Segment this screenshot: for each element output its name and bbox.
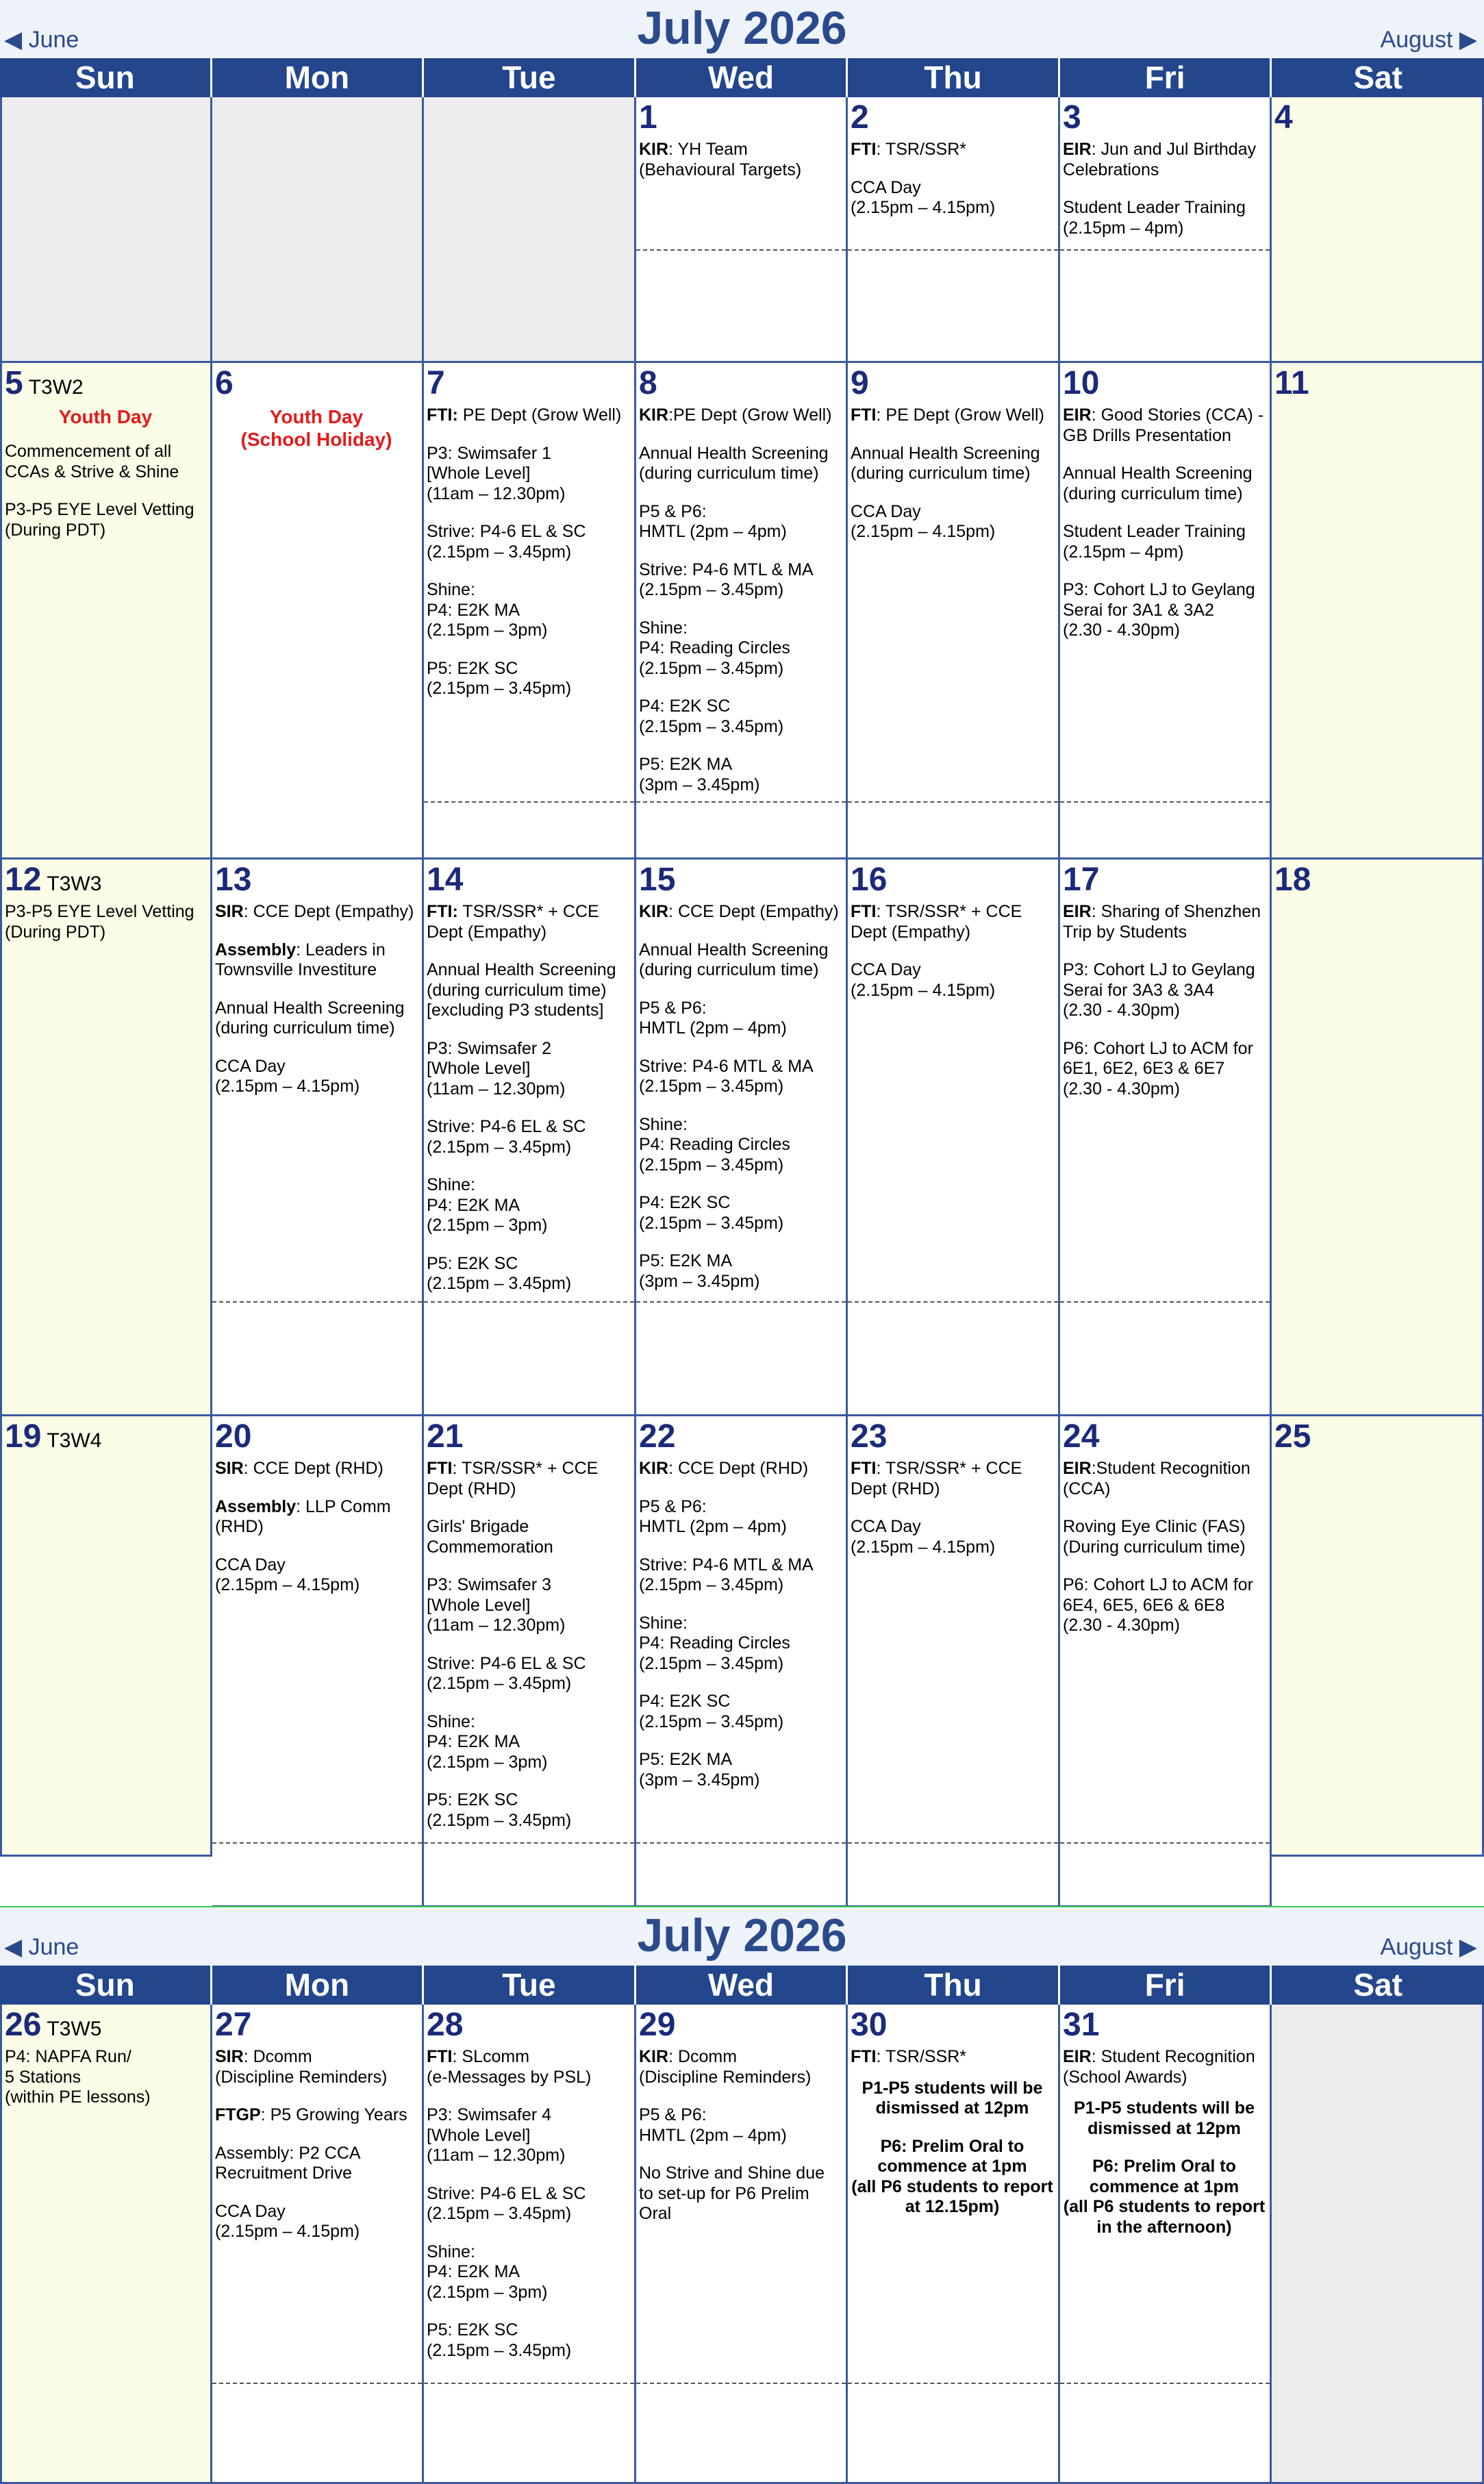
day-cell[interactable] <box>212 1416 424 1907</box>
day-number: 2 <box>851 99 869 136</box>
dismissal-notice: P1-P5 students will be dismissed at 12pm <box>1074 2098 1255 2138</box>
event: FTI: TSR/SSR* + CCE Dept (RHD) <box>427 1459 599 1498</box>
weekday-thu: Thu <box>848 58 1060 97</box>
event: FTGP: P5 Growing Years <box>215 2105 407 2124</box>
event: Annual Health Screening (during curriculum time) <box>639 940 829 979</box>
weekday-mon: Mon <box>212 58 425 97</box>
day-number: 6 <box>215 365 234 401</box>
holiday-label: Youth Day <box>58 406 153 427</box>
divider <box>1060 1842 1270 1844</box>
event: Strive: P4-6 MTL & MA (2.15pm – 3.45pm) <box>639 1555 814 1594</box>
divider <box>1060 249 1270 251</box>
event: Annual Health Screening (during curriculum time) <box>215 998 405 1038</box>
event: P3-P5 EYE Level Vetting (During PDT) <box>5 902 194 942</box>
day-events <box>851 902 1054 1018</box>
day-events <box>851 2047 1054 2235</box>
divider <box>212 1842 422 1844</box>
event: EIR:Student Recognition (CCA) <box>1063 1459 1250 1498</box>
prev-month-link[interactable]: ◀ June <box>4 27 79 53</box>
day-events <box>427 1459 630 1848</box>
event: Student Leader Training (2.15pm – 4pm) <box>1063 198 1246 238</box>
event: Strive: P4-6 EL & SC (2.15pm – 3.45pm) <box>427 522 586 562</box>
divider <box>848 1301 1058 1303</box>
weekday-wed: Wed <box>636 58 848 97</box>
day-number: 10 <box>1063 365 1100 401</box>
weekday-tue: Tue <box>424 58 636 97</box>
day-cell-sunday[interactable] <box>0 363 212 860</box>
divider <box>1060 2383 1270 2384</box>
day-cell[interactable] <box>848 97 1060 363</box>
event: P4: E2K SC (2.15pm – 3.45pm) <box>639 1692 784 1731</box>
event: Annual Health Screening (during curriculum time) <box>639 443 829 483</box>
day-number: 22 <box>639 1418 676 1455</box>
divider <box>424 1842 634 1844</box>
event: Assembly: LLP Comm (RHD) <box>215 1496 391 1536</box>
event: P5: E2K SC (2.15pm – 3.45pm) <box>427 1790 572 1830</box>
day-events <box>5 902 206 960</box>
event: SIR: CCE Dept (RHD) <box>215 1459 383 1478</box>
event: FTI: SLcomm (e-Messages by PSL) <box>427 2047 592 2087</box>
event: KIR: CCE Dept (Empathy) <box>639 902 839 921</box>
day-events <box>427 405 630 717</box>
event: FTI: TSR/SSR* + CCE Dept (Empathy) <box>851 902 1022 942</box>
event: FTI: TSR/SSR* + CCE Dept (Empathy) <box>427 902 599 942</box>
day-number: 3 <box>1063 99 1081 136</box>
day-events <box>1063 2047 1266 2255</box>
event: Shine: P4: E2K MA (2.15pm – 3pm) <box>427 580 548 640</box>
day-number: 1 <box>639 99 657 136</box>
day-number: 20 <box>215 1418 252 1455</box>
day-number: 30 <box>851 2007 888 2043</box>
day-cell[interactable] <box>848 1416 1060 1907</box>
event: Strive: P4-6 EL & SC (2.15pm – 3.45pm) <box>427 1117 586 1157</box>
day-events <box>215 1459 418 1614</box>
event: Girls' Brigade Commemoration <box>427 1517 553 1557</box>
event: CCA Day (2.15pm – 4.15pm) <box>215 1056 360 1096</box>
event: Annual Health Screening (during curriculum time) <box>1063 464 1253 503</box>
divider <box>1060 1301 1270 1303</box>
event: CCA Day (2.15pm – 4.15pm) <box>851 1517 996 1557</box>
event: CCA Day (2.15pm – 4.15pm) <box>851 177 996 217</box>
day-number: 11 <box>1274 365 1309 401</box>
day-events <box>639 140 842 198</box>
empty-cell <box>424 97 636 363</box>
event: Commencement of all CCAs & Strive & Shine <box>5 442 179 481</box>
prelim-notice: P6: Prelim Oral to commence at 1pm (all P6 students to report at 12.15pm) <box>851 2136 1053 2216</box>
day-cell[interactable] <box>424 860 636 1416</box>
day-number: 4 <box>1274 99 1293 136</box>
event: Strive: P4-6 EL & SC (2.15pm – 3.45pm) <box>427 2183 586 2223</box>
event: P3: Swimsafer 3 [Whole Level] (11am – 12.30pm) <box>427 1575 566 1635</box>
divider <box>212 2383 422 2384</box>
event: P6: Cohort LJ to ACM for 6E4, 6E5, 6E6 & 6E8 (2.30 - 4.30pm) <box>1063 1575 1253 1635</box>
prelim-notice: P6: Prelim Oral to commence at 1pm (all P6 students to report in the afternoon) <box>1063 2157 1266 2237</box>
divider <box>636 1301 846 1303</box>
event: KIR: CCE Dept (RHD) <box>639 1459 809 1478</box>
event: Shine: P4: E2K MA (2.15pm – 3pm) <box>427 2242 548 2302</box>
day-number: 5 T3W2 <box>5 365 84 401</box>
day-number: 27 <box>215 2007 252 2043</box>
day-number: 19 T3W4 <box>5 1418 102 1455</box>
event: P3: Swimsafer 1 [Whole Level] (11am – 12.30pm) <box>427 443 566 503</box>
day-cell[interactable] <box>848 860 1060 1416</box>
day-events <box>215 405 418 468</box>
term-week-label: T3W4 <box>47 1429 102 1452</box>
day-number: 7 <box>427 365 445 401</box>
day-cell-saturday[interactable] <box>1272 1416 1484 1857</box>
event: KIR:PE Dept (Grow Well) <box>639 405 832 425</box>
divider <box>1060 801 1270 803</box>
day-cell[interactable] <box>424 2005 636 2484</box>
day-events <box>215 902 418 1115</box>
event: CCA Day (2.15pm – 4.15pm) <box>215 1555 360 1594</box>
day-number: 21 <box>427 1418 464 1455</box>
event: P3-P5 EYE Level Vetting (During PDT) <box>5 500 194 540</box>
event: Shine: P4: E2K MA (2.15pm – 3pm) <box>427 1175 548 1235</box>
day-events <box>639 1459 842 1808</box>
weekday-sat: Sat <box>1353 60 1403 95</box>
event: Assembly: P2 CCA Recruitment Drive <box>215 2143 360 2183</box>
weekday-sat: Sat <box>1353 1967 1403 2003</box>
weekday-header <box>0 58 1484 97</box>
day-cell[interactable] <box>636 1416 848 1907</box>
event: Roving Eye Clinic (FAS) (During curriculum time) <box>1063 1517 1246 1557</box>
divider <box>636 1842 846 1844</box>
day-number: 9 <box>851 365 869 401</box>
divider <box>848 1842 1058 1844</box>
day-cell-saturday[interactable] <box>1272 860 1484 1416</box>
event: P5 & P6: HMTL (2pm – 4pm) <box>639 2105 787 2145</box>
event: FTI: TSR/SSR* <box>851 140 967 159</box>
day-number: 23 <box>851 1418 888 1455</box>
day-cell[interactable] <box>636 363 848 860</box>
event: Student Leader Training (2.15pm – 4pm) <box>1063 522 1246 562</box>
day-events <box>639 2047 842 2242</box>
event: FTI: PE Dept (Grow Well) <box>427 405 622 425</box>
event: P6: Cohort LJ to ACM for 6E1, 6E2, 6E3 & 6E7 (2.30 - 4.30pm) <box>1063 1038 1253 1099</box>
event: P5 & P6: HMTL (2pm – 4pm) <box>639 501 787 541</box>
day-cell[interactable] <box>636 2005 848 2484</box>
event: P3: Swimsafer 4 [Whole Level] (11am – 12.30pm) <box>427 2105 566 2165</box>
day-number: 29 <box>639 2007 676 2043</box>
divider <box>424 801 634 803</box>
month-title: July 2026 <box>637 1909 847 1961</box>
day-number: 13 <box>215 862 252 898</box>
day-number: 12 T3W3 <box>5 862 102 898</box>
day-cell[interactable] <box>1060 363 1272 860</box>
day-cell[interactable] <box>848 363 1060 860</box>
event: P3: Cohort LJ to Geylang Serai for 3A3 & 3A4 (2.30 - 4.30pm) <box>1063 960 1255 1020</box>
day-cell[interactable] <box>424 363 636 860</box>
day-events <box>5 405 206 558</box>
day-cell-sunday[interactable] <box>0 860 212 1416</box>
weekday-wed: Wed <box>636 1966 848 2005</box>
event: P3: Swimsafer 2 [Whole Level] (11am – 12.30pm) <box>427 1038 566 1099</box>
day-events <box>427 2047 630 2379</box>
event: CCA Day (2.15pm – 4.15pm) <box>215 2201 360 2241</box>
day-cell[interactable] <box>212 2005 424 2484</box>
day-number: 16 <box>851 862 888 898</box>
divider <box>424 1301 634 1303</box>
event: Shine: P4: Reading Circles (2.15pm – 3.45pm) <box>639 1114 790 1175</box>
event: CCA Day (2.15pm – 4.15pm) <box>851 501 996 541</box>
event: P5 & P6: HMTL (2pm – 4pm) <box>639 998 787 1038</box>
weekday-mon: Mon <box>212 1966 425 2005</box>
day-number: 15 <box>639 862 676 898</box>
event: No Strive and Shine due to set-up for P6 Prelim Oral <box>639 2163 825 2223</box>
event: P5: E2K MA (3pm – 3.45pm) <box>639 1750 760 1790</box>
day-events <box>427 902 630 1312</box>
event: Strive: P4-6 MTL & MA (2.15pm – 3.45pm) <box>639 1056 814 1096</box>
divider <box>636 801 846 803</box>
day-number: 17 <box>1063 862 1100 898</box>
day-cell[interactable] <box>1060 1416 1272 1907</box>
day-number: 8 <box>639 365 657 401</box>
divider <box>848 801 1058 803</box>
event: FTI: TSR/SSR* + CCE Dept (RHD) <box>851 1459 1022 1498</box>
event: Strive: P4-6 MTL & MA (2.15pm – 3.45pm) <box>639 560 814 599</box>
day-number: 18 <box>1274 862 1311 898</box>
event: EIR: Sharing of Shenzhen Trip by Students <box>1063 902 1261 942</box>
event: SIR: Dcomm (Discipline Reminders) <box>215 2047 388 2087</box>
day-cell[interactable] <box>1060 97 1272 363</box>
weekday-fri: Fri <box>1060 58 1272 97</box>
event: Shine: P4: Reading Circles (2.15pm – 3.45pm) <box>639 1613 790 1673</box>
next-month-link[interactable]: August ▶ <box>1380 1934 1477 1960</box>
day-events <box>215 2047 418 2260</box>
event: EIR: Jun and Jul Birthday Celebrations <box>1063 140 1257 179</box>
weekday-header <box>0 1966 1484 2005</box>
calendar-month-view-2 <box>0 1907 1484 2466</box>
weekday-thu: Thu <box>848 1966 1060 2005</box>
dismissal-notice: P1-P5 students will be dismissed at 12pm <box>862 2078 1043 2118</box>
day-events <box>851 405 1054 560</box>
event: Assembly: Leaders in Townsville Investiture <box>215 940 386 979</box>
event: P5: E2K MA (3pm – 3.45pm) <box>639 1251 760 1291</box>
day-number: 25 <box>1274 1418 1311 1455</box>
term-week-label: T3W2 <box>28 376 84 399</box>
term-week-label: T3W3 <box>47 873 102 895</box>
title-bar <box>0 0 1484 58</box>
event: SIR: CCE Dept (Empathy) <box>215 902 414 921</box>
day-cell[interactable] <box>212 860 424 1416</box>
day-events <box>1063 405 1266 659</box>
holiday-label: Youth Day (School Holiday) <box>240 406 392 450</box>
event: KIR: Dcomm (Discipline Reminders) <box>639 2047 812 2087</box>
event: P5: E2K SC (2.15pm – 3.45pm) <box>427 2320 572 2360</box>
empty-cell <box>1272 2005 1484 2484</box>
weekday-fri: Fri <box>1060 1966 1272 2005</box>
empty-cell <box>212 97 424 363</box>
day-events <box>1063 140 1266 256</box>
event: Strive: P4-6 EL & SC (2.15pm – 3.45pm) <box>427 1653 586 1693</box>
day-cell[interactable] <box>424 1416 636 1907</box>
event: FTI: TSR/SSR* <box>851 2047 967 2066</box>
weekday-sun: Sun <box>0 58 212 97</box>
day-cell[interactable] <box>212 363 424 860</box>
day-events <box>5 2047 206 2126</box>
event: P4: NAPFA Run/ 5 Stations (within PE lessons) <box>5 2047 151 2107</box>
day-number: 31 <box>1063 2007 1100 2043</box>
divider <box>848 249 1058 251</box>
divider <box>636 249 846 251</box>
day-number: 14 <box>427 862 464 898</box>
day-events <box>851 1459 1054 1575</box>
event: Annual Health Screening (during curriculum time) <box>851 443 1040 483</box>
event: CCA Day (2.15pm – 4.15pm) <box>851 960 996 1000</box>
event: P5: E2K SC (2.15pm – 3.45pm) <box>427 658 572 698</box>
day-cell[interactable] <box>848 2005 1060 2484</box>
day-cell[interactable] <box>1060 860 1272 1416</box>
day-cell-sunday[interactable] <box>0 2005 212 2484</box>
next-month-link[interactable]: August ▶ <box>1380 27 1477 53</box>
day-cell-saturday[interactable] <box>1272 97 1484 363</box>
day-number: 26 T3W5 <box>5 2007 102 2043</box>
event: Shine: P4: Reading Circles (2.15pm – 3.45pm) <box>639 618 790 678</box>
prev-month-link[interactable]: ◀ June <box>4 1934 79 1960</box>
day-events <box>1063 902 1266 1117</box>
day-events <box>851 140 1054 236</box>
event: P5 & P6: HMTL (2pm – 4pm) <box>639 1496 787 1536</box>
event: EIR: Student Recognition (School Awards) <box>1063 2047 1255 2087</box>
divider <box>212 1301 422 1303</box>
event: P5: E2K MA (3pm – 3.45pm) <box>639 755 760 794</box>
event: KIR: YH Team (Behavioural Targets) <box>639 140 802 179</box>
day-cell-sunday[interactable] <box>0 1416 212 1857</box>
event: P3: Cohort LJ to Geylang Serai for 3A1 & 3A2 (2.30 - 4.30pm) <box>1063 580 1255 640</box>
divider <box>424 2383 634 2384</box>
term-week-label: T3W5 <box>47 2018 102 2040</box>
day-events <box>639 405 842 813</box>
event: P4: E2K SC (2.15pm – 3.45pm) <box>639 697 784 736</box>
event: P4: E2K SC (2.15pm – 3.45pm) <box>639 1193 784 1233</box>
title-bar <box>0 1907 1484 1966</box>
event: EIR: Good Stories (CCA) - GB Drills Presentation <box>1063 405 1264 445</box>
weekday-sun: Sun <box>0 1966 212 2005</box>
month-title: July 2026 <box>637 2 847 54</box>
event: FTI: PE Dept (Grow Well) <box>851 405 1044 425</box>
weekday-tue: Tue <box>424 1966 636 2005</box>
day-cell-saturday[interactable] <box>1272 363 1484 860</box>
day-number: 28 <box>427 2007 464 2043</box>
divider <box>848 2383 1058 2384</box>
empty-cell <box>0 97 212 363</box>
divider <box>636 2383 846 2384</box>
event: Shine: P4: E2K MA (2.15pm – 3pm) <box>427 1711 548 1772</box>
day-events <box>1063 1459 1266 1654</box>
day-number: 24 <box>1063 1418 1100 1455</box>
day-cell[interactable] <box>636 97 848 363</box>
day-events <box>639 902 842 1309</box>
day-cell[interactable] <box>1060 2005 1272 2484</box>
event: P5: E2K SC (2.15pm – 3.45pm) <box>427 1253 572 1293</box>
event: Annual Health Screening (during curriculum time) [excluding P3 students] <box>427 960 616 1020</box>
day-cell[interactable] <box>636 860 848 1416</box>
